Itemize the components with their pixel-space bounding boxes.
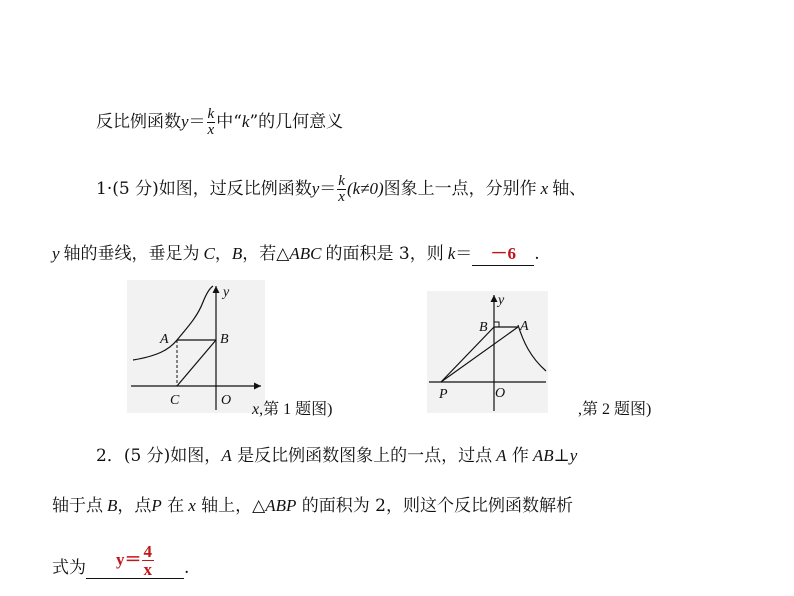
q2-l1-a: (5 分)如图， bbox=[123, 446, 222, 466]
q1-line1 bbox=[96, 174, 586, 205]
fig1-label-O: O bbox=[221, 393, 232, 408]
q1-line2 bbox=[52, 243, 540, 266]
fig1-label-A: A bbox=[160, 332, 169, 347]
q2-line2 bbox=[52, 495, 573, 517]
fig1-hyperbola bbox=[133, 286, 213, 360]
q2-l1-b: 是反比例函数图象上的一点，过点 bbox=[231, 446, 493, 466]
q2-l2-e: 的面积为 2，则这个反比例函数解析 bbox=[296, 496, 573, 516]
q1-line2-c: 的面积是 3，则 bbox=[325, 244, 444, 264]
fig2-label-O: O bbox=[495, 386, 506, 401]
q2-l2-a: 轴于点 bbox=[52, 496, 103, 516]
heading-frac-den: x bbox=[207, 122, 215, 138]
q1-line2-b: ，若△ bbox=[242, 244, 290, 264]
q1-intro: ·(5 分)如图，过反比例函数 bbox=[106, 179, 312, 199]
fig2-label-B: B bbox=[479, 320, 488, 335]
q1-number: 1 bbox=[96, 179, 107, 199]
fig2-segment-PA bbox=[441, 327, 518, 382]
q2-answer-num: 4 bbox=[143, 542, 152, 561]
q1-fraction bbox=[337, 174, 346, 205]
figure-1-graph bbox=[127, 280, 265, 413]
q2-A1: A bbox=[221, 446, 232, 465]
q2-l2-b: ，点 bbox=[117, 496, 152, 516]
q1-answer: －6 bbox=[490, 244, 516, 263]
q2-P: P bbox=[151, 496, 162, 515]
figure-2-caption: ,第 2 题图) bbox=[578, 401, 652, 418]
fig2-segment-PB bbox=[441, 327, 494, 382]
q1-eq: ＝ bbox=[319, 179, 337, 199]
q2-y: y bbox=[569, 446, 578, 465]
q2-line1 bbox=[96, 445, 577, 467]
fig1-label-x: x bbox=[252, 401, 260, 418]
q2-line3 bbox=[52, 543, 189, 579]
q2-period: . bbox=[184, 558, 190, 578]
fig2-label-P: P bbox=[439, 387, 448, 402]
q2-number: 2． bbox=[96, 446, 124, 466]
figure-1-caption: ,第 1 题图) bbox=[259, 401, 333, 418]
q2-B: B bbox=[107, 496, 118, 515]
q1-x: x bbox=[540, 179, 549, 198]
figure-2-graph bbox=[427, 291, 548, 413]
q2-l1-c: 作 bbox=[506, 446, 529, 466]
heading-y: y bbox=[181, 112, 189, 131]
fig2-label-y: y bbox=[498, 293, 505, 308]
heading-fraction bbox=[207, 107, 216, 138]
q1-C: C bbox=[203, 244, 215, 263]
q1-condition: (k≠0) bbox=[346, 179, 384, 198]
fig2-right-angle bbox=[494, 322, 499, 327]
q1-line2-y: y bbox=[52, 244, 60, 263]
q1-B: B bbox=[231, 244, 243, 263]
q2-x: x bbox=[188, 496, 196, 515]
q1-ABC: ABC bbox=[289, 244, 322, 263]
q1-period: . bbox=[534, 244, 540, 264]
fig1-label-B: B bbox=[220, 332, 229, 347]
heading-eq: ＝ bbox=[188, 112, 206, 132]
heading-frac-num: k bbox=[207, 106, 215, 122]
q2-ABP: ABP bbox=[265, 496, 297, 515]
fig1-segment-BC bbox=[177, 340, 216, 386]
q1-k: k bbox=[447, 244, 456, 263]
q2-answer-lhs: y＝ bbox=[116, 550, 142, 569]
q1-axis-word: 轴、 bbox=[552, 179, 587, 199]
q2-l3-a: 式为 bbox=[52, 558, 86, 578]
figure-1-caption-group bbox=[252, 396, 332, 419]
q2-answer-fraction bbox=[142, 543, 155, 578]
q1-line1-rest: 图象上一点，分别作 bbox=[383, 179, 537, 199]
q1-frac-den: x bbox=[338, 189, 345, 205]
heading-prefix: 反比例函数 bbox=[96, 112, 181, 132]
fig1-label-C: C bbox=[170, 393, 180, 408]
q1-y: y bbox=[311, 179, 320, 198]
figure-2 bbox=[427, 291, 548, 413]
q1-eq2: ＝ bbox=[455, 244, 473, 264]
q1-comma: ， bbox=[214, 244, 232, 264]
q2-l2-c: 在 bbox=[161, 496, 185, 516]
heading-suffix: ”的几何意义 bbox=[249, 112, 344, 132]
q2-answer-den: x bbox=[143, 560, 152, 579]
fig2-label-A: A bbox=[520, 319, 529, 334]
heading-k: k bbox=[241, 112, 250, 131]
section-heading bbox=[96, 107, 343, 138]
q1-line2-a: 轴的垂线，垂足为 bbox=[63, 244, 200, 264]
q2-perp: ⊥ bbox=[553, 446, 570, 466]
q1-frac-num: k bbox=[338, 173, 345, 189]
q1-answer-blank bbox=[472, 243, 534, 266]
figure-1 bbox=[127, 280, 265, 413]
fig1-label-y: y bbox=[223, 285, 230, 300]
q2-l2-d: 轴上，△ bbox=[195, 496, 266, 516]
q2-answer-blank bbox=[86, 543, 184, 579]
heading-mid: 中“ bbox=[216, 112, 242, 132]
q2-A2: A bbox=[496, 446, 507, 465]
q2-AB: AB bbox=[532, 446, 554, 465]
